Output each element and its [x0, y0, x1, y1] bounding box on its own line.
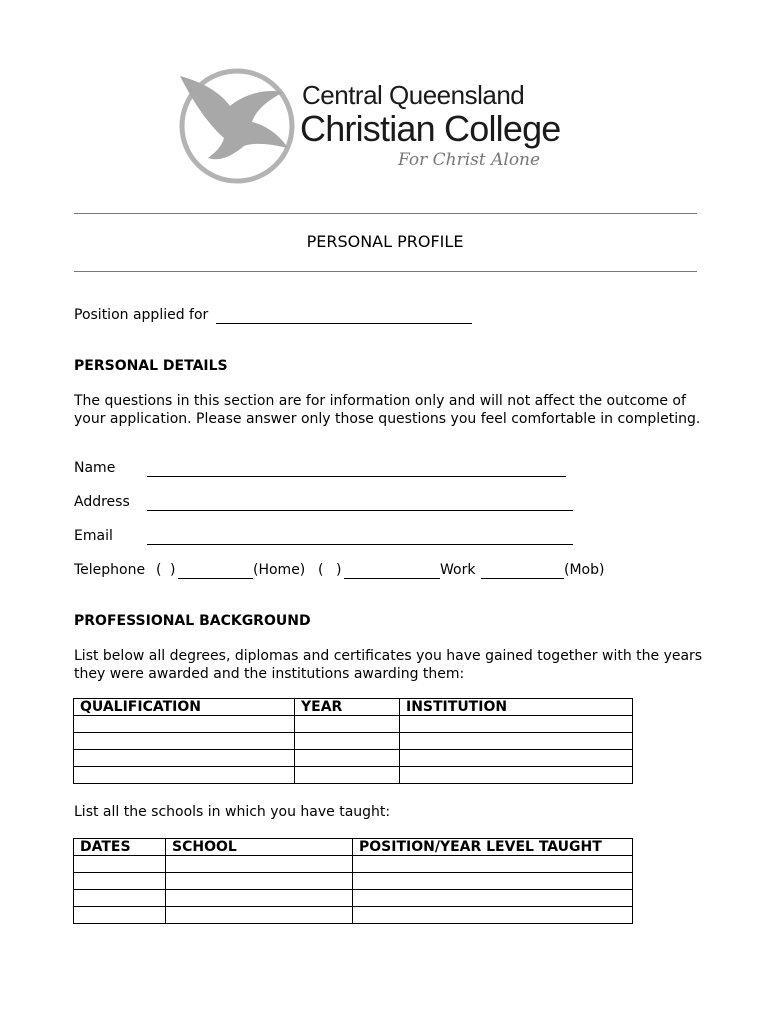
telephone-label: Telephone — [74, 562, 146, 578]
table-cell[interactable] — [400, 750, 633, 767]
table-row — [74, 873, 633, 890]
table-cell[interactable] — [400, 716, 633, 733]
school-column-header: SCHOOL — [166, 839, 353, 856]
address-label: Address — [74, 494, 130, 510]
table-header-row — [74, 699, 633, 716]
telephone-mobile-field[interactable] — [481, 578, 564, 579]
position-column-header: POSITION/YEAR LEVEL TAUGHT — [353, 839, 633, 856]
table-cell[interactable] — [400, 767, 633, 784]
logo-name-line1: Central Queensland — [302, 80, 525, 110]
table-row — [74, 750, 633, 767]
schools-table — [73, 838, 633, 924]
table-cell[interactable] — [353, 856, 633, 873]
email-field[interactable] — [147, 544, 573, 545]
table-cell[interactable] — [295, 767, 400, 784]
bottom-rule — [74, 271, 697, 272]
table-row — [74, 856, 633, 873]
telephone-home-paren-close: ) — [170, 562, 176, 578]
telephone-home-field[interactable] — [178, 578, 253, 579]
table-row — [74, 907, 633, 924]
table-cell[interactable] — [166, 907, 353, 924]
table-cell[interactable] — [74, 907, 166, 924]
table-cell[interactable] — [295, 716, 400, 733]
table-cell[interactable] — [74, 890, 166, 907]
eagle-icon — [180, 76, 288, 159]
year-column-header: YEAR — [295, 699, 400, 716]
telephone-work-label: Work — [440, 562, 476, 578]
table-cell[interactable] — [74, 856, 166, 873]
telephone-home-paren-open: ( — [156, 562, 162, 578]
table-row — [74, 767, 633, 784]
telephone-mobile-label: (Mob) — [564, 562, 605, 578]
page-title: PERSONAL PROFILE — [306, 232, 464, 251]
table-header-row — [74, 839, 633, 856]
table-cell[interactable] — [74, 750, 295, 767]
table-cell[interactable] — [74, 733, 295, 750]
table-cell[interactable] — [353, 890, 633, 907]
telephone-home-label: (Home) — [253, 562, 306, 578]
position-field[interactable] — [216, 323, 472, 324]
table-cell[interactable] — [166, 856, 353, 873]
telephone-work-paren-close: ) — [336, 562, 342, 578]
logo-motto: For Christ Alone — [398, 150, 541, 170]
logo-name-line2: Christian College — [300, 108, 561, 149]
table-cell[interactable] — [295, 750, 400, 767]
table-cell[interactable] — [74, 716, 295, 733]
name-label: Name — [74, 460, 116, 476]
table-row — [74, 890, 633, 907]
telephone-work-paren-open: ( — [318, 562, 324, 578]
table-cell[interactable] — [166, 890, 353, 907]
position-label: Position applied for — [74, 307, 209, 323]
personal-details-intro: The questions in this section are for information only and will not affect the outcome of your application. Please answer only those questions you feel comfortable in completing. — [74, 393, 701, 427]
table-cell[interactable] — [400, 733, 633, 750]
personal-details-heading: PERSONAL DETAILS — [74, 358, 228, 374]
institution-column-header: INSTITUTION — [400, 699, 633, 716]
email-label: Email — [74, 528, 113, 544]
table-cell[interactable] — [353, 873, 633, 890]
name-field[interactable] — [147, 476, 566, 477]
qualifications-table — [73, 698, 633, 784]
table-cell[interactable] — [353, 907, 633, 924]
telephone-work-field[interactable] — [344, 578, 440, 579]
table-row — [74, 716, 633, 733]
professional-background-heading: PROFESSIONAL BACKGROUND — [74, 613, 311, 629]
table-cell[interactable] — [295, 733, 400, 750]
schools-intro: List all the schools in which you have taught: — [74, 804, 391, 820]
professional-intro: List below all degrees, diplomas and certificates you have gained together with the years they were awarded and the institutions awarding them: — [74, 648, 703, 682]
table-cell[interactable] — [74, 873, 166, 890]
qualification-column-header: QUALIFICATION — [74, 699, 295, 716]
address-field[interactable] — [147, 510, 573, 511]
table-cell[interactable] — [74, 767, 295, 784]
dates-column-header: DATES — [74, 839, 166, 856]
table-cell[interactable] — [166, 873, 353, 890]
top-rule — [74, 213, 697, 214]
table-row — [74, 733, 633, 750]
